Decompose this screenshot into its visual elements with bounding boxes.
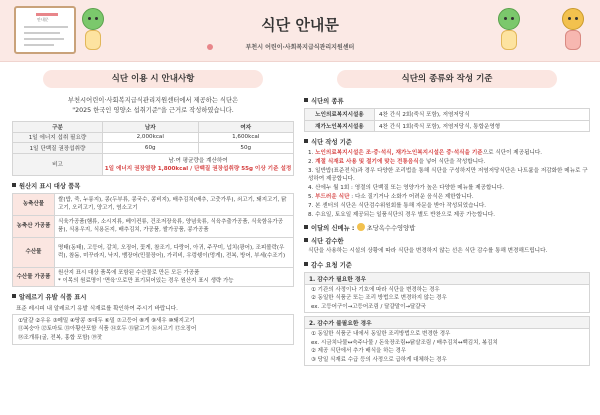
allergy-title-text: 알레르기 유발 식품 표시 bbox=[19, 293, 87, 301]
intro-line: "2025 한국인 영양소 섭취기준"을 근거로 작성하였습니다. bbox=[72, 107, 234, 114]
request-section-title bbox=[304, 260, 590, 269]
table-note-cell bbox=[103, 153, 294, 175]
box-header: 1. 감수가 필요한 경우 bbox=[305, 273, 589, 285]
list-item: 3. 일반밥(표준전식)과 경우 다양한 조리법을 통해 식단을 구성하지만 저염저당식단은 나트륨을 저감화한 메뉴로 구성하여 제공합니다. bbox=[308, 167, 588, 183]
table-header: 여자 bbox=[198, 122, 294, 133]
page-title: 식단 안내문 bbox=[261, 16, 339, 34]
square-bullet-icon bbox=[12, 294, 16, 298]
box-body bbox=[305, 329, 589, 365]
box-line: ① 동일한 식품군 내에서 동일한 조리방법으로 변경한 경우 bbox=[311, 331, 451, 338]
usage-guide-header: 식단 이용 시 안내사항 bbox=[43, 70, 263, 88]
table-cell-label: 노인의료복지시설용 bbox=[305, 109, 375, 121]
table-cell: 4찬 간식 1회(죽식 포함), 저염저당식, 통합운영형 bbox=[375, 120, 590, 132]
table-cell: 60g bbox=[103, 143, 199, 154]
table-cell: 비고 bbox=[13, 153, 103, 175]
list-item: 1. 노인의료복지시설은 조·중·석식, 재가노인복지시설은 중·석식을 기준으로 식단이 제공됩니다. bbox=[308, 150, 543, 156]
allergy-line: ⑪복숭아 ⑫토마토 ⑬아황산포함 식품 ⑭호두 ⑮닭고기 ⑯쇠고기 ⑰오징어 bbox=[18, 326, 197, 332]
review-required-box bbox=[304, 272, 590, 314]
table-row bbox=[13, 215, 294, 237]
box-line: ex. 고등어구이→고등어조림 / 달걀말이→달걀국 bbox=[311, 303, 426, 310]
return-text: 식단을 사용하는 시설의 상황에 따라 식단을 변경하지 않는 선은 식단 감수를 통해 변경해드립니다. bbox=[308, 248, 548, 255]
new-menu-line bbox=[304, 223, 590, 232]
square-bullet-icon bbox=[304, 238, 308, 242]
table-cell: 쌀(밥, 죽, 누룽지), 콩(두부류, 콩국수, 콩비지), 배추김치(배추, 고춧가루), 쇠고기, 돼지고기, 닭고기, 오리고기, 양고기, 염소고기 bbox=[55, 193, 294, 215]
square-bullet-icon bbox=[304, 98, 308, 102]
new-menu-value: 초당옥수수영양밥 bbox=[366, 225, 416, 233]
return-title-text: 식단 감수한 bbox=[311, 238, 344, 246]
box-line: ② 제공 식단에서 추가 배식을 하는 경우 bbox=[311, 348, 407, 355]
table-header-row bbox=[13, 122, 294, 133]
square-bullet-icon bbox=[304, 225, 308, 229]
new-menu-badge-icon bbox=[357, 223, 365, 231]
table-cell-label: 재가노인복지시설용 bbox=[305, 120, 375, 132]
header-banner bbox=[0, 0, 600, 62]
table-row bbox=[13, 132, 294, 143]
note-line: 남·여 평균량을 계산하여 bbox=[168, 158, 228, 164]
table-row bbox=[13, 237, 294, 267]
left-column bbox=[12, 70, 294, 345]
return-section-title bbox=[304, 236, 590, 245]
right-column bbox=[304, 70, 590, 366]
table-row bbox=[13, 143, 294, 154]
center-name: 부천시 어린이·사회복지급식관리지원센터 bbox=[245, 44, 355, 51]
kind-title-text: 식단의 종류 bbox=[311, 98, 344, 105]
menu-kind-table bbox=[304, 108, 590, 132]
table-row bbox=[13, 267, 294, 286]
usage-intro bbox=[12, 96, 294, 116]
table-cell: 식육가공품(햄류, 소시지류, 베이컨류, 건조저장육류, 양념육류, 식육추출가공품, 식육함유가공품), 식용우지, 식용돈지, 배추김치, 가공품, 쌀가공품, 콩가공품 bbox=[55, 215, 294, 237]
standard-section-title bbox=[304, 137, 590, 146]
origin-title-text: 원산지 표시 대상 품목 bbox=[19, 182, 81, 190]
allergy-line: ⑱조개류(굴, 전복, 홍합 포함) ⑲잣 bbox=[18, 334, 103, 341]
note-line-highlight: 1일 에너지 권장열량 1,800kcal / 단백질 권장섭취량 55g 이상 기준 설정 bbox=[104, 166, 292, 172]
box-body bbox=[305, 285, 589, 313]
menu-board-line bbox=[24, 38, 64, 40]
origin-section-title bbox=[12, 181, 294, 190]
table-header: 남자 bbox=[103, 122, 199, 133]
square-bullet-icon bbox=[12, 183, 16, 187]
table-cell: 2,000kcal bbox=[103, 132, 199, 143]
list-item: 4. 산에누 월 1회 : 영절의 단백질 또는 영양가가 높은 다양한 메뉴를 제공합니다. bbox=[308, 185, 505, 192]
box-line: ex. 시금치나물↔숙주나물 / 돈육장조림↔닭살조림 / 배추김치↔백김치, 볶김치 bbox=[311, 339, 498, 346]
origin-processed-note: * 이목의 원료명이 '면육'으로만 표기되어있는 경우 원산지 표시 생략 가능 bbox=[58, 277, 234, 284]
standard-list bbox=[304, 149, 590, 219]
table-cell-label: 수산물 가공품 bbox=[13, 267, 55, 286]
box-header: 2. 감수가 불필요한 경우 bbox=[305, 317, 589, 329]
allergy-list-box bbox=[12, 314, 294, 346]
intro-line: 부천시어린이·사회복지급식관리지원센터에서 제공하는 식단은 bbox=[67, 97, 239, 104]
square-bullet-icon bbox=[304, 139, 308, 143]
table-header: 구분 bbox=[13, 122, 103, 133]
table-row bbox=[305, 120, 590, 132]
nutrition-standard-table bbox=[12, 121, 294, 176]
menu-board-label: 안내문 bbox=[37, 17, 49, 22]
list-item: 8. 수요일, 토요일 제공되는 일품식단의 경우 별도 반찬으로 제공 가능합니다. bbox=[308, 211, 496, 218]
standard-title-text: 식단 작성 기준 bbox=[311, 139, 352, 146]
new-menu-label: 이달의 신메뉴 : bbox=[311, 225, 355, 233]
origin-table bbox=[12, 193, 294, 287]
allergy-section-title bbox=[12, 292, 294, 301]
table-row bbox=[305, 109, 590, 121]
list-item: 2. 계절 식재료 사용 및 절기에 맞는 전통음식을 넣어 식단을 작성합니다. bbox=[308, 158, 486, 165]
table-cell: 50g bbox=[198, 143, 294, 154]
allergy-intro: 표준 레시피 내 알레르기 유발 식재료를 확인하여 주시기 바랍니다. bbox=[16, 305, 178, 312]
list-item: 7. 본 센터의 식단은 식단검수위원회를 통해 자문을 받아 작성되었습니다. bbox=[308, 202, 487, 209]
table-cell-label: 수산물 bbox=[13, 237, 55, 267]
table-cell: 1일 에너지 섭취 필요량 bbox=[13, 132, 103, 143]
box-line: ② 동일한 식품군 또는 조리 방법으로 변경하지 않는 경우 bbox=[311, 295, 447, 302]
menu-types-header: 식단의 종류와 작성 기준 bbox=[337, 70, 557, 88]
table-cell: 1,600kcal bbox=[198, 132, 294, 143]
table-cell-label: 농축산 가공품 bbox=[13, 215, 55, 237]
square-bullet-icon bbox=[304, 262, 308, 266]
box-line: ① 기관의 사정이나 기호에 따라 식단을 변경하는 경우 bbox=[311, 286, 440, 293]
table-cell: 4찬 간식 2회(죽식 포함), 저염저당식 bbox=[375, 109, 590, 121]
table-row bbox=[13, 193, 294, 215]
list-item: 5. 부드러운 식단 : 다소 질기거나 소화가 어려운 음식은 제한합니다. bbox=[308, 193, 474, 200]
request-title-text: 감수 요청 기준 bbox=[311, 261, 352, 269]
table-row bbox=[13, 153, 294, 175]
origin-processed-text: 원산지 표시 대상 품목에 포함된 수산물로 만든 모든 가공품 bbox=[58, 269, 200, 276]
review-not-required-box bbox=[304, 316, 590, 366]
kind-section-title bbox=[304, 96, 590, 105]
table-cell bbox=[55, 267, 294, 286]
box-line: ③ 당일 식재료 수급 등의 사정으로 급하게 대체하는 경우 bbox=[311, 356, 447, 363]
table-cell: 1일 단백질 권장섭취량 bbox=[13, 143, 103, 154]
table-cell: 명태(동태), 고등어, 갈치, 오징어, 꽃게, 참조기, 다랑어, 아귀, 주꾸미, 넙치(광어), 조피볼락(우럭), 참돔, 미꾸라지, 낙지, 뱀장어(민물장어), 가리비, 우렁쉥이(멍게), 전복, 방어, 부세(수조기) bbox=[55, 237, 294, 267]
allergy-line: ①달걀 ②우유 ③메밀 ④땅콩 ⑤대두 ⑥밀 ⑦고등어 ⑧게 ⑨새우 ⑩돼지고기 bbox=[18, 317, 195, 324]
table-cell-label: 농축산물 bbox=[13, 193, 55, 215]
